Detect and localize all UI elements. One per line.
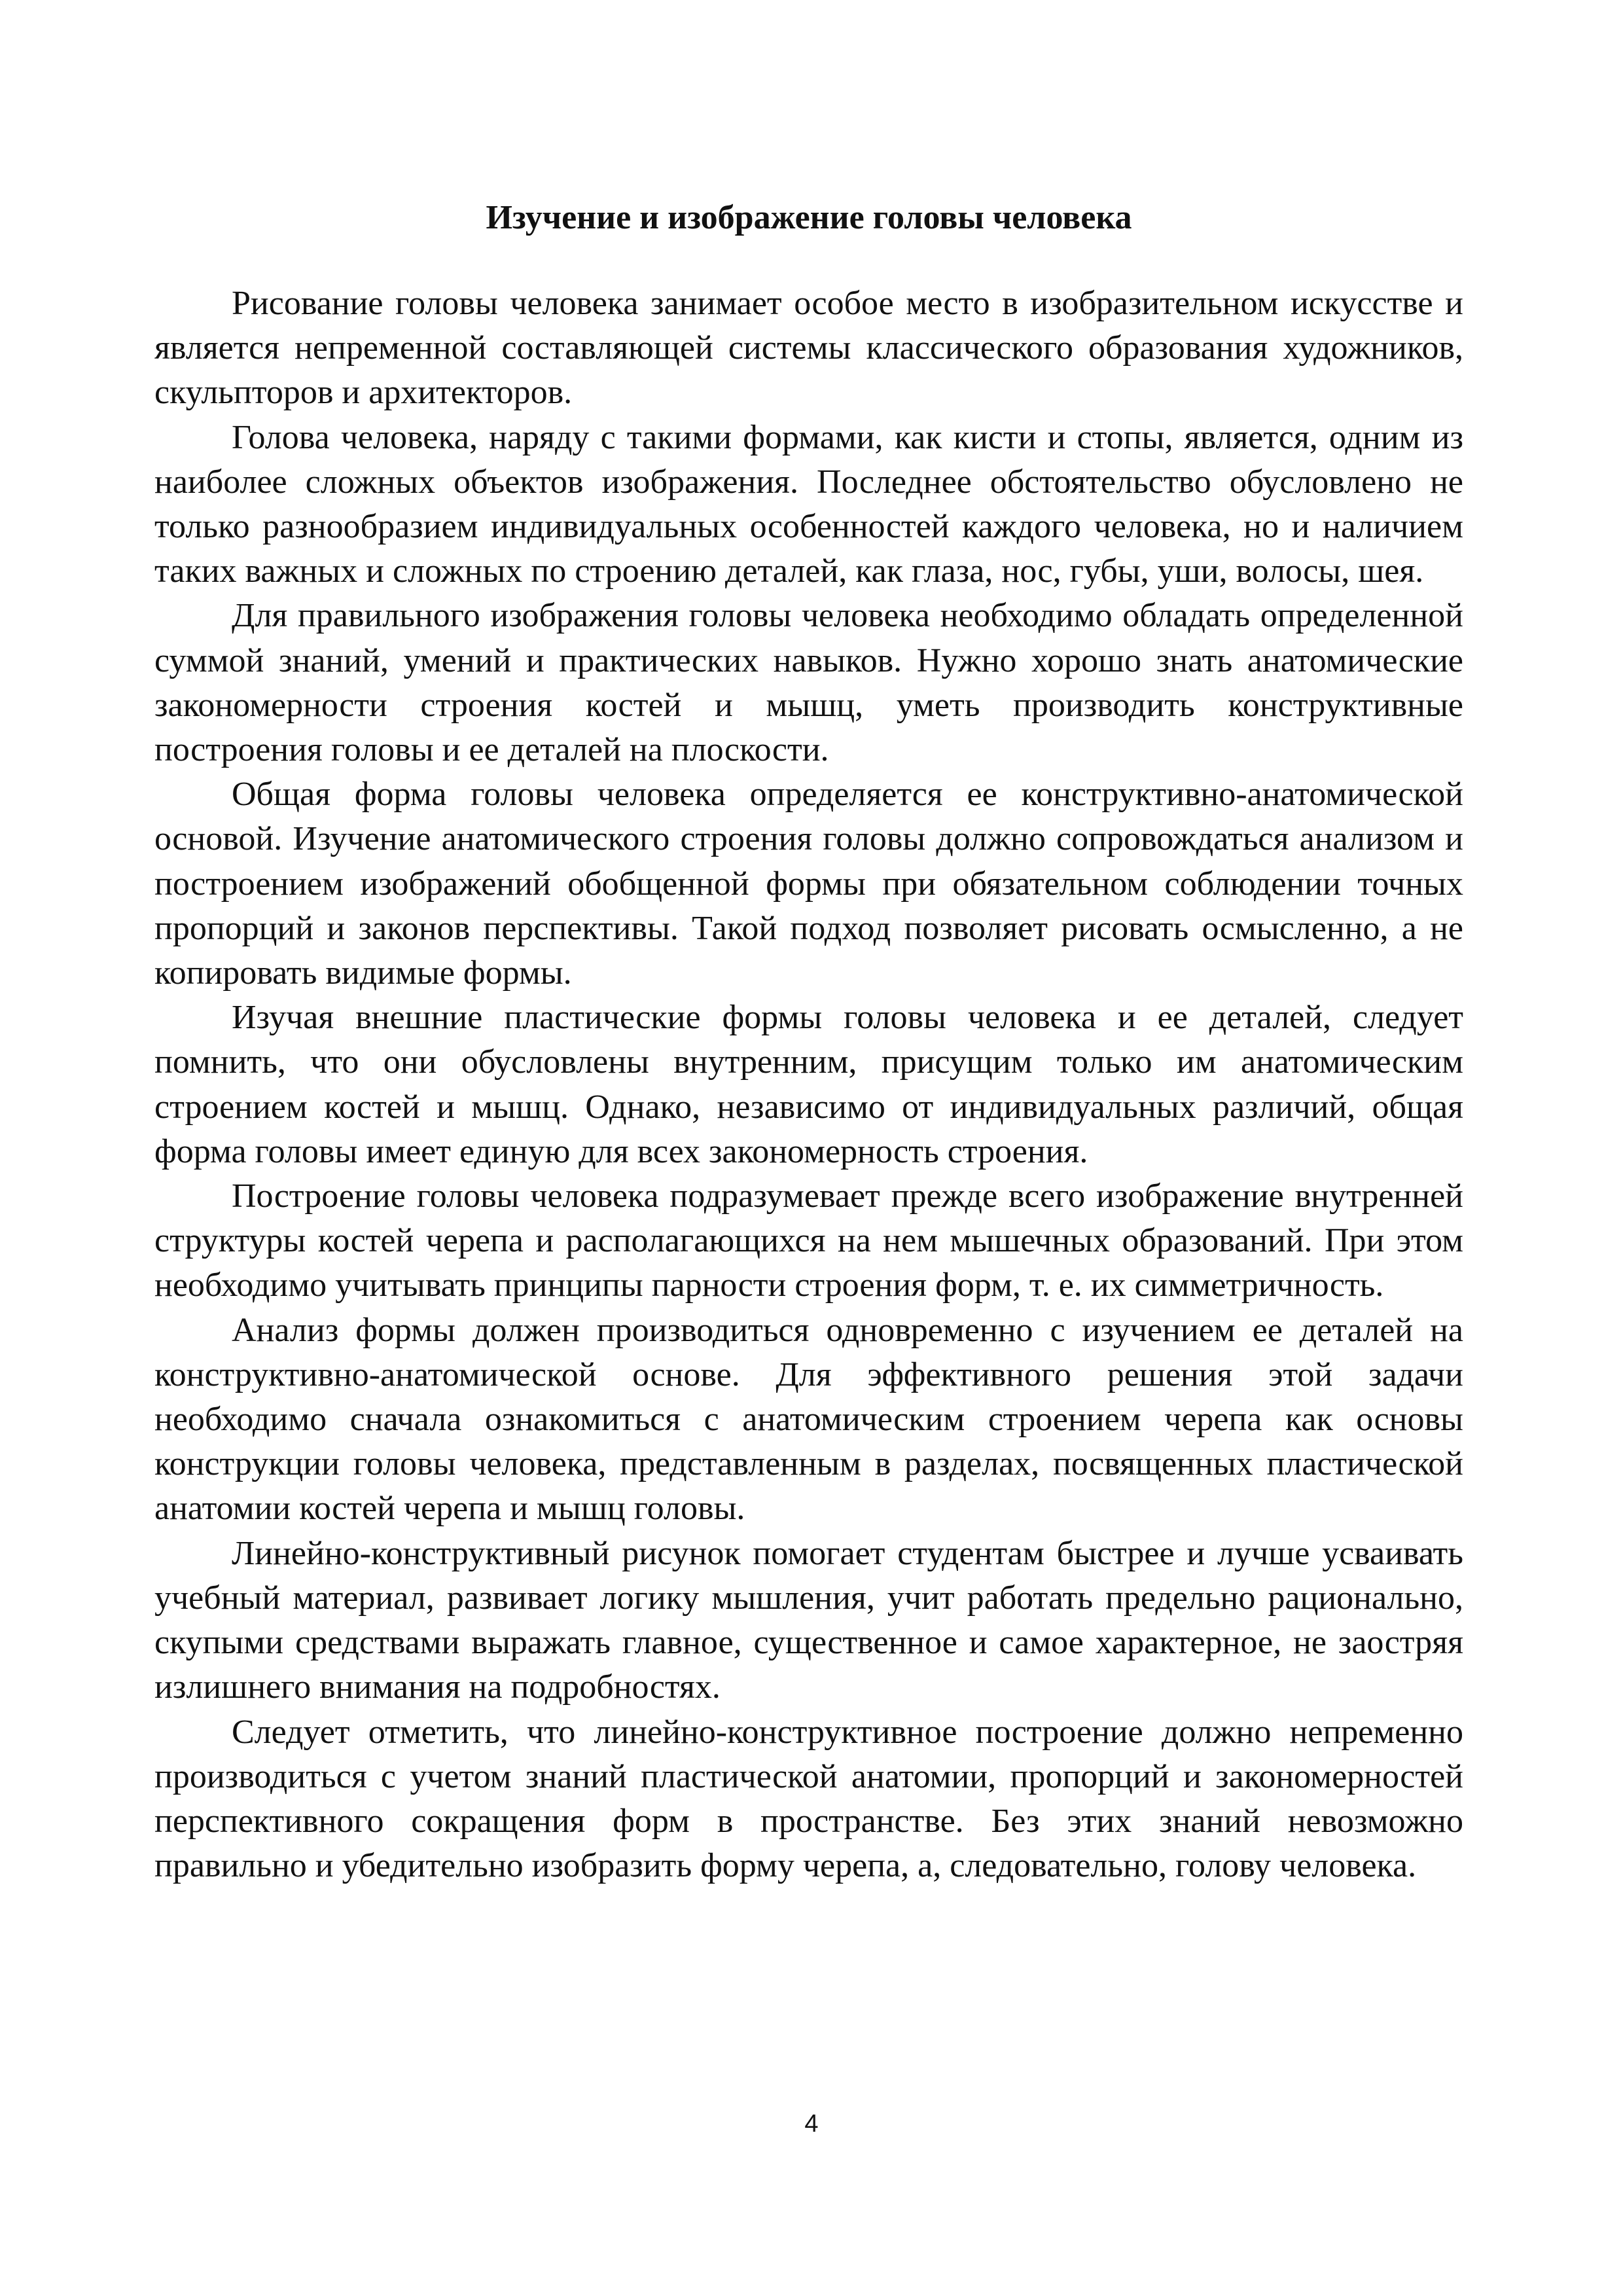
paragraph-6: Построение головы человека подразумевает прежде всего изображение внутренней структуры костей черепа и располагающихся на нем мышечных образований. При этом необходимо учитывать принципы парности строения форм, т. е. их симметричность. (154, 1177, 1463, 1304)
paragraph-8: Линейно-конструктивный рисунок помогает студентам быстрее и лучше усваивать учебный материал, развивает логику мышления, учит работать предельно рационально, скупыми средствами выражать главное, существенное и самое характерное, не заостряя излишнего внимания на подробностях. (154, 1534, 1463, 1706)
paragraph-7: Анализ формы должен производиться одновременно с изучением ее деталей на конструктивно-анатомической основе. Для эффективного решения этой задачи необходимо сначала ознакомиться с анатомическим строением черепа как основы конструкции головы человека, представленным в разделах, посвященных пластической анатомии костей черепа и мышц головы. (154, 1311, 1463, 1528)
paragraph-9: Следует отметить, что линейно-конструктивное построение должно непременно производиться с учетом знаний пластической анатомии, пропорций и закономерностей перспективного сокращения форм в пространстве. Без этих знаний невозможно правильно и убедительно изобразить форму черепа, а, следовательно, голову человека. (154, 1713, 1463, 1885)
paragraph-3: Для правильного изображения головы человека необходимо обладать определенной суммой знаний, умений и практических навыков. Нужно хорошо знать анатомические закономерности строения костей и мышц, уметь производить конструктивные построения головы и ее деталей на плоскости. (154, 597, 1463, 769)
paragraph-2: Голова человека, наряду с такими формами, как кисти и стопы, является, одним из наиболее сложных объектов изображения. Последнее обстоятельство обусловлено не только разнообразием индивидуальных особенностей каждого человека, но и наличием таких важных и сложных по строению деталей, как глаза, нос, губы, уши, волосы, шея. (154, 418, 1463, 590)
paragraph-4: Общая форма головы человека определяется ее конструктивно-анатомической основой. Изучение анатомического строения головы должно сопровождаться анализом и построением изображений обобщенной формы при обязательном соблюдении точных пропорций и законов перспективы. Такой подход позволяет рисовать осмысленно, а не копировать видимые формы. (154, 776, 1463, 992)
body-text (154, 281, 1463, 1888)
paragraph-1: Рисование головы человека занимает особое место в изобразительном искусстве и является непременной составляющей системы классического образования художников, скульпторов и архитекторов. (154, 285, 1463, 412)
page-number: 4 (804, 2110, 819, 2138)
page-title: Изучение и изображение головы человека (486, 199, 1132, 236)
paragraph-5: Изучая внешние пластические формы головы человека и ее деталей, следует помнить, что они обусловлены внутренним, присущим только им анатомическим строением костей и мышц. Однако, независимо от индивидуальных различий, общая форма головы имеет единую для всех закономерность строения. (154, 999, 1463, 1170)
